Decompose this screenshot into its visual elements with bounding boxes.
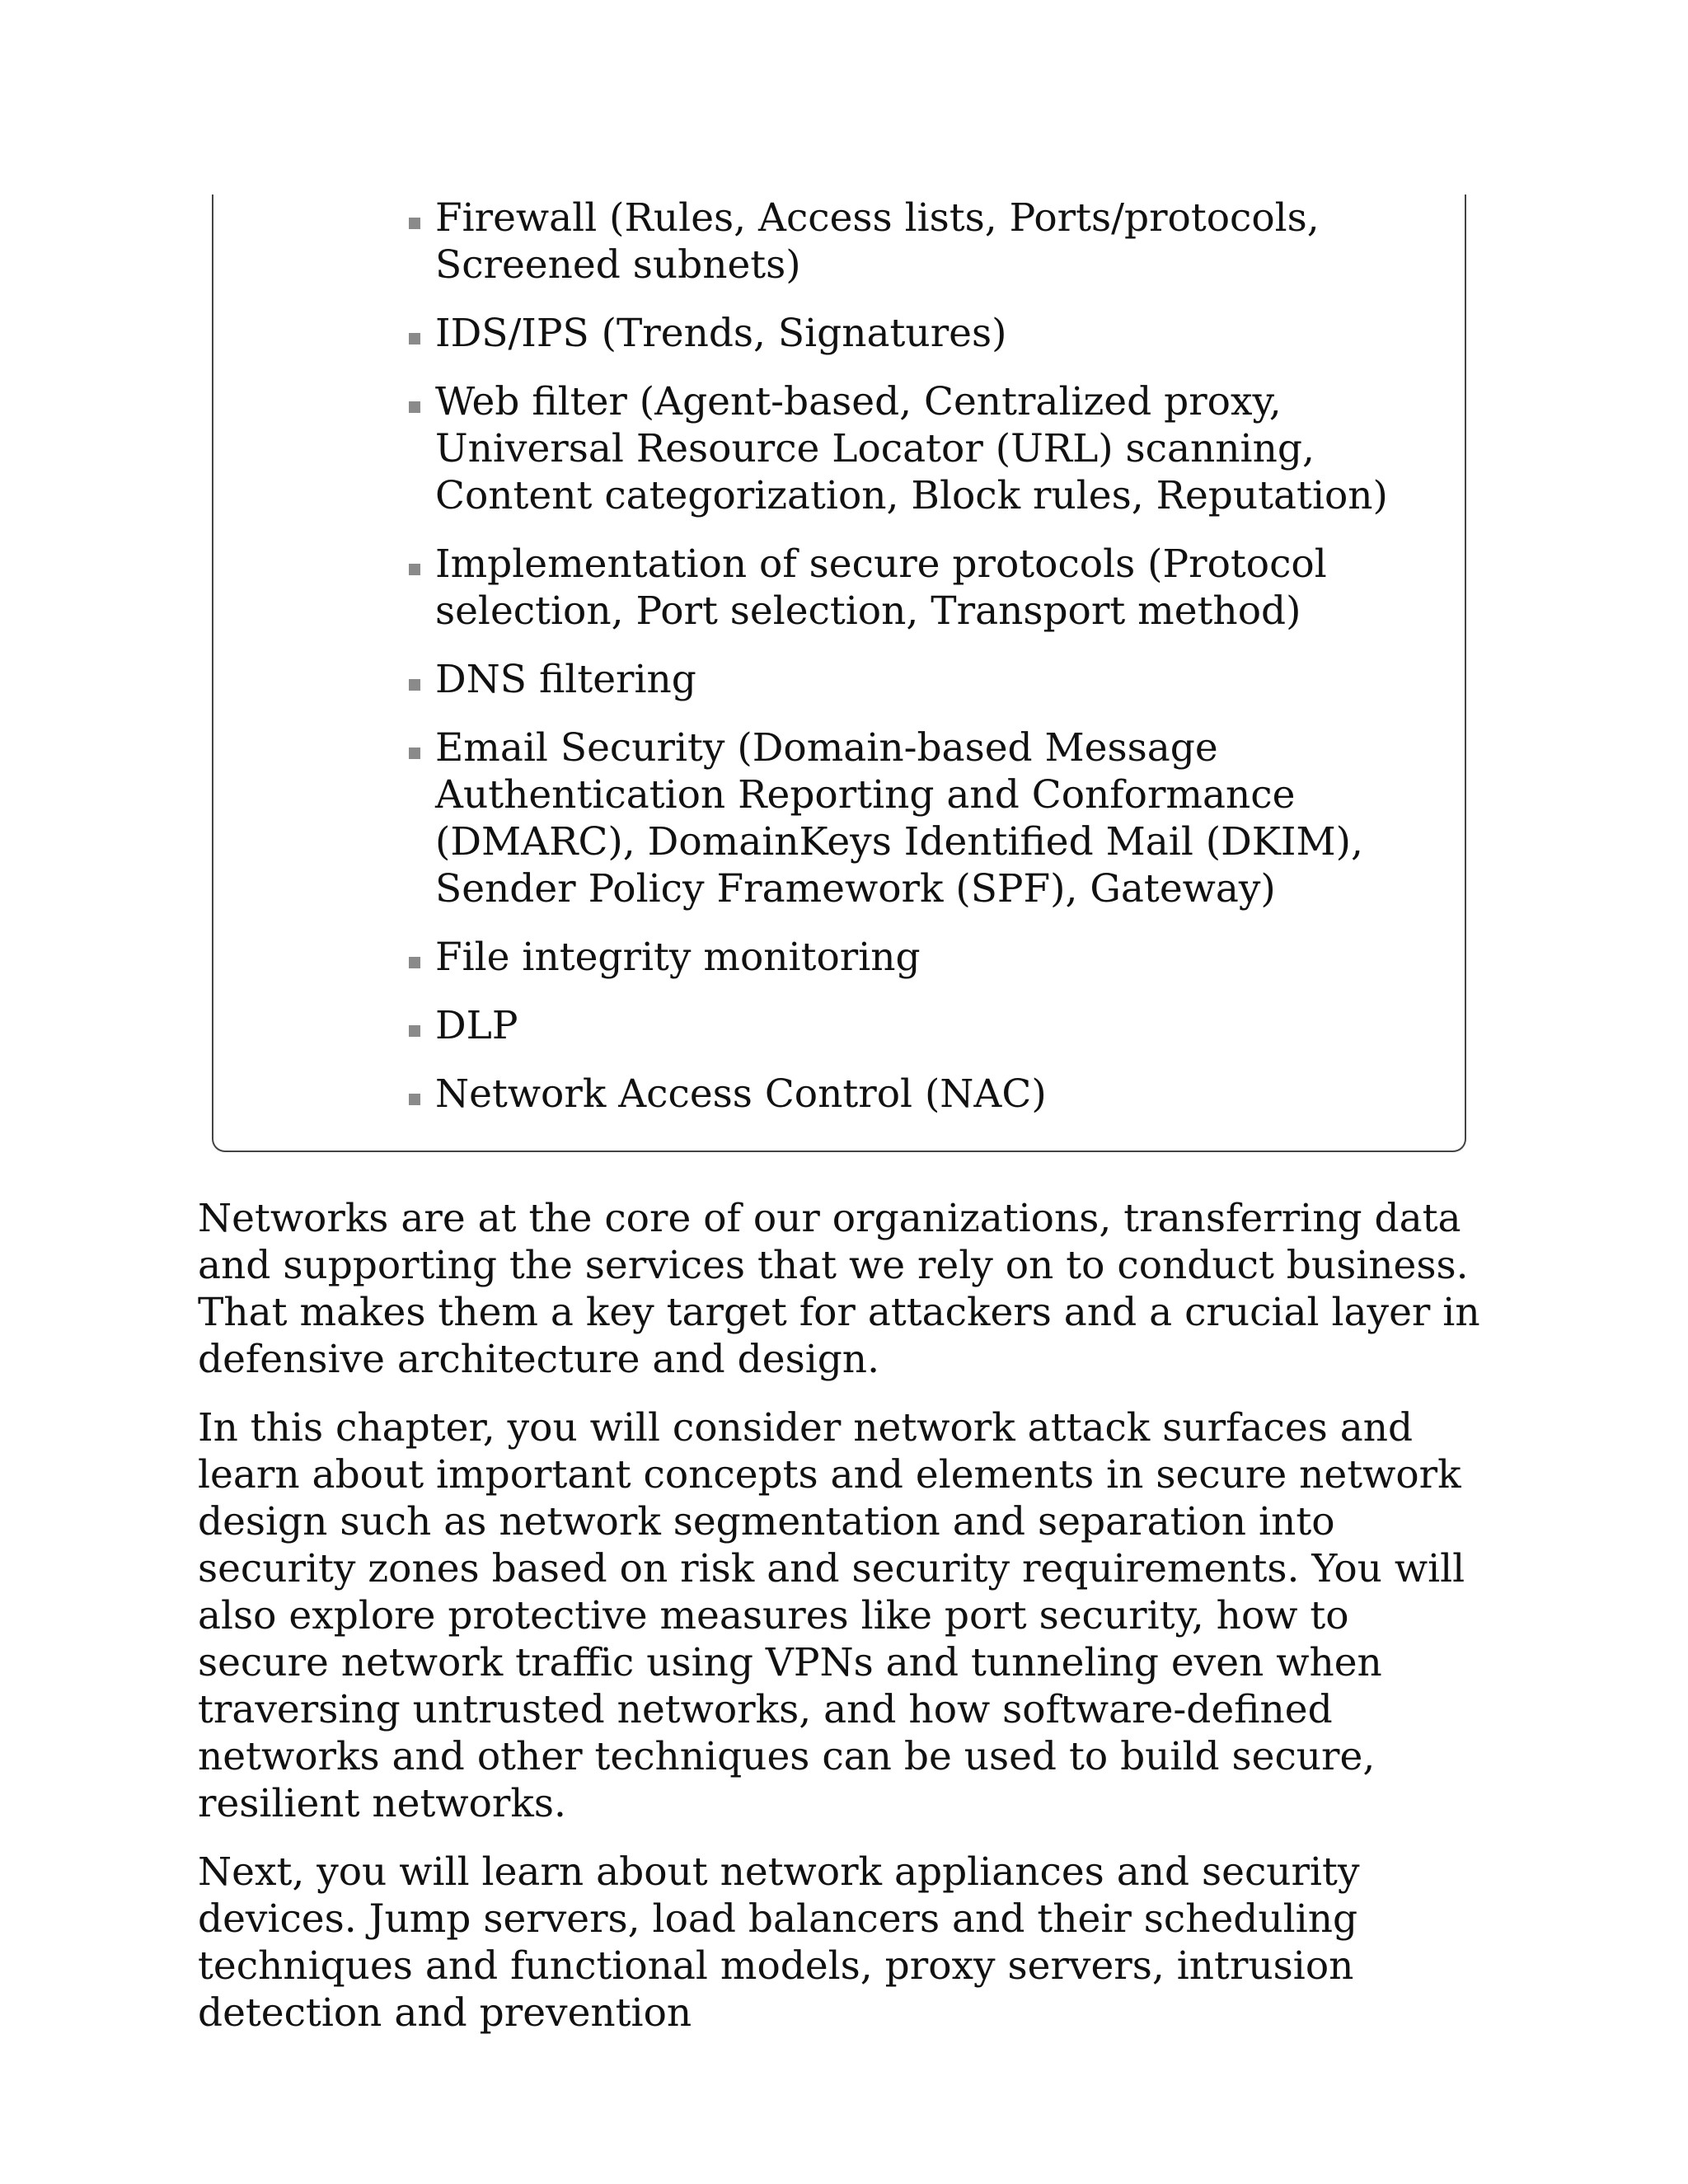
list-item-text: DLP [435,1003,518,1048]
square-bullet-icon [409,1025,420,1037]
list-item-text: Web filter (Agent-based, Centralized proxy, Universal Resource Locator (URL) scanning, Content categorization, Block rules, Reputation) [435,379,1388,518]
list-item [404,541,1467,635]
list-item-text: Firewall (Rules, Access lists, Ports/protocols, Screened subnets) [435,195,1320,288]
list-item [404,194,1467,288]
list-item-text: DNS filtering [435,657,696,702]
list-item [404,656,1467,703]
square-bullet-icon [409,333,420,344]
list-item [404,378,1467,519]
list-item-text: Network Access Control (NAC) [435,1071,1047,1117]
list-item-text: Email Security (Domain-based Message Authentication Reporting and Conformance (DMARC), DomainKeys Identified Mail (DKIM), Sender Policy Framework (SPF), Gateway) [435,725,1363,912]
chapter-body [198,1195,1492,2058]
list-item-text: File integrity monitoring [435,935,921,980]
square-bullet-icon [409,1094,420,1105]
list-item [404,1002,1467,1049]
list-item-text: IDS/IPS (Trends, Signatures) [435,311,1007,356]
square-bullet-icon [409,564,420,575]
list-item-text: Implementation of secure protocols (Protocol selection, Port selection, Transport method) [435,541,1327,634]
body-paragraph: In this chapter, you will consider network attack surfaces and learn about important concepts and elements in secure network design such as network segmentation and separation into security zones based on risk and security requirements. You will also explore protective measures like port security, how to secure network traffic using VPNs and tunneling even when traversing untrusted networks, and how software-defined networks and other techniques can be used to build secure, resilient networks. [198,1405,1465,1826]
objectives-list [404,194,1467,1139]
square-bullet-icon [409,957,420,968]
list-item [404,934,1467,981]
square-bullet-icon [409,748,420,759]
square-bullet-icon [409,218,420,229]
square-bullet-icon [409,401,420,413]
list-item [404,310,1467,357]
body-paragraph: Networks are at the core of our organizations, transferring data and supporting the services that we rely on to conduct business. That makes them a key target for attackers and a crucial layer in defensive architecture and design. [198,1196,1480,1382]
body-paragraph: Next, you will learn about network appliances and security devices. Jump servers, load balancers and their scheduling techniques and functional models, proxy servers, intrusion detection and prevention [198,1849,1360,2036]
list-item [404,1071,1467,1118]
square-bullet-icon [409,679,420,691]
list-item [404,724,1467,912]
